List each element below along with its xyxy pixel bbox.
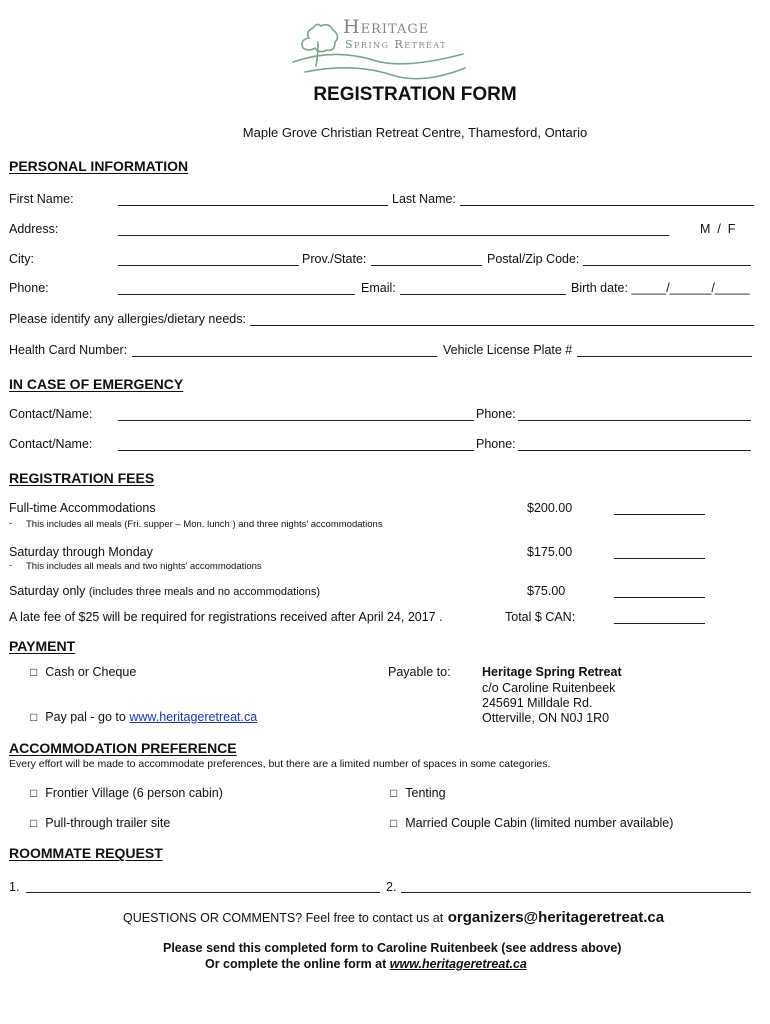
payee-address-2: 245691 Milldale Rd. [482,696,593,710]
allergies-field[interactable] [250,325,754,326]
last-name-field[interactable] [460,205,754,206]
contact-email[interactable]: organizers@heritageretreat.ca [447,909,665,926]
payee-address-1: c/o Caroline Ruitenbeek [482,681,616,695]
accommodation-option-couple[interactable] [390,816,673,830]
fee-item-amount-field[interactable] [614,558,705,559]
option-label: Tenting [405,786,446,800]
gender-select[interactable]: M / F [700,222,736,236]
accommodation-note: Every effort will be made to accommodate preferences, but there are a limited number of spaces in some categories. [9,758,551,770]
footer-send: Please send this completed form to Caroline Ruitenbeek (see address above) [163,941,622,955]
payment-cash-option[interactable] [30,665,136,679]
emergency-contact2-label: Contact/Name: [9,437,93,451]
logo-line2: Spring Retreat [345,38,447,51]
last-name-label: Last Name: [392,192,456,206]
section-payment-heading: PAYMENT [9,638,76,654]
city-label: City: [9,252,34,266]
emergency-phone2-field[interactable] [518,450,751,451]
roommate-2-field[interactable] [401,892,751,893]
option-label: Frontier Village (6 person cabin) [45,786,223,800]
vehicle-field[interactable] [577,356,752,357]
fee-item-label: Full-time Accommodations [9,501,156,515]
city-field[interactable] [118,265,299,266]
roommate-1-label: 1. [9,880,20,894]
phone-field[interactable] [118,294,355,295]
emergency-contact1-label: Contact/Name: [9,407,93,421]
fee-item-row [9,584,320,598]
fee-item-amount-field[interactable] [614,597,705,598]
emergency-contact2-field[interactable] [118,450,474,451]
checkbox[interactable]: □ [30,786,38,800]
section-fees-heading: REGISTRATION FEES [9,470,155,486]
paypal-link[interactable]: www.heritageretreat.ca [129,710,258,724]
footer-questions [123,909,664,927]
first-name-field[interactable] [118,205,388,206]
checkbox[interactable]: □ [30,816,38,830]
section-emergency-heading: IN CASE OF EMERGENCY [9,376,184,392]
page-title: REGISTRATION FORM [313,84,517,105]
footer-online [205,957,527,971]
address-field[interactable] [118,235,669,236]
checkbox[interactable]: □ [390,786,398,800]
option-label: Pull-through trailer site [45,816,171,830]
accommodation-option-frontier[interactable] [30,786,223,800]
fee-note-dash: - [9,518,13,529]
first-name-label: First Name: [9,192,74,206]
checkbox[interactable]: □ [30,665,38,679]
payee-address-3: Otterville, ON N0J 1R0 [482,711,610,725]
total-field[interactable] [614,623,705,624]
birth-date-field[interactable]: Birth date: _____/______/_____ [571,281,750,295]
accommodation-option-trailer[interactable] [30,816,170,830]
payable-to-label: Payable to: [388,665,451,679]
prov-field[interactable] [371,265,482,266]
section-accommodation-heading: ACCOMMODATION PREFERENCE [9,740,237,756]
fee-item-label: Saturday through Monday [9,545,153,559]
emergency-phone1-field[interactable] [518,420,751,421]
prov-label: Prov./State: [302,252,367,266]
health-card-field[interactable] [132,356,437,357]
online-link[interactable]: www.heritageretreat.ca [389,957,527,971]
option-label: Married Couple Cabin (limited number available) [405,816,674,830]
questions-text: QUESTIONS OR COMMENTS? Feel free to contact us at [123,911,444,925]
payment-paypal-option[interactable] [30,710,257,724]
fee-item-price: $175.00 [527,545,573,559]
fee-item-note: This includes all meals (Fri. supper – Mon. lunch ) and three nights’ accommodations [26,519,383,530]
fee-item-note: This includes all meals and two nights’ accommodations [26,561,262,572]
roommate-2-label: 2. [386,880,397,894]
fee-item-price: $75.00 [527,584,566,598]
postal-field[interactable] [583,265,751,266]
emergency-phone2-label: Phone: [476,437,516,451]
health-card-label: Health Card Number: [9,343,128,357]
emergency-phone1-label: Phone: [476,407,516,421]
checkbox[interactable]: □ [30,710,38,724]
fee-item-note: (includes three meals and no accommodations) [88,586,321,598]
phone-label: Phone: [9,281,49,295]
address-label: Address: [9,222,59,236]
logo [285,14,485,84]
total-label: Total $ CAN: [505,610,576,624]
checkbox[interactable]: □ [390,816,398,830]
online-text: Or complete the online form at [205,957,387,971]
roommate-1-field[interactable] [26,892,380,893]
logo-line1: Heritage [343,16,430,38]
fee-note-dash: - [9,560,13,571]
emergency-contact1-field[interactable] [118,420,474,421]
accommodation-option-tenting[interactable] [390,786,446,800]
cash-label: Cash or Cheque [45,665,137,679]
page-subtitle: Maple Grove Christian Retreat Centre, Thamesford, Ontario [242,125,588,140]
payee-name: Heritage Spring Retreat [482,665,622,679]
email-label: Email: [361,281,396,295]
vehicle-label: Vehicle License Plate # [443,343,573,357]
postal-label: Postal/Zip Code: [487,252,580,266]
fee-item-price: $200.00 [527,501,573,515]
fee-item-label: Saturday only [9,584,86,598]
email-field[interactable] [400,294,566,295]
allergies-label: Please identify any allergies/dietary needs: [9,312,246,326]
fee-item-amount-field[interactable] [614,514,705,515]
section-roommate-heading: ROOMMATE REQUEST [9,845,163,861]
section-personal-heading: PERSONAL INFORMATION [9,158,189,174]
late-fee-note: A late fee of $25 will be required for registrations received after April 24, 2017 . [9,610,443,624]
paypal-label: Pay pal - go to [45,710,126,724]
